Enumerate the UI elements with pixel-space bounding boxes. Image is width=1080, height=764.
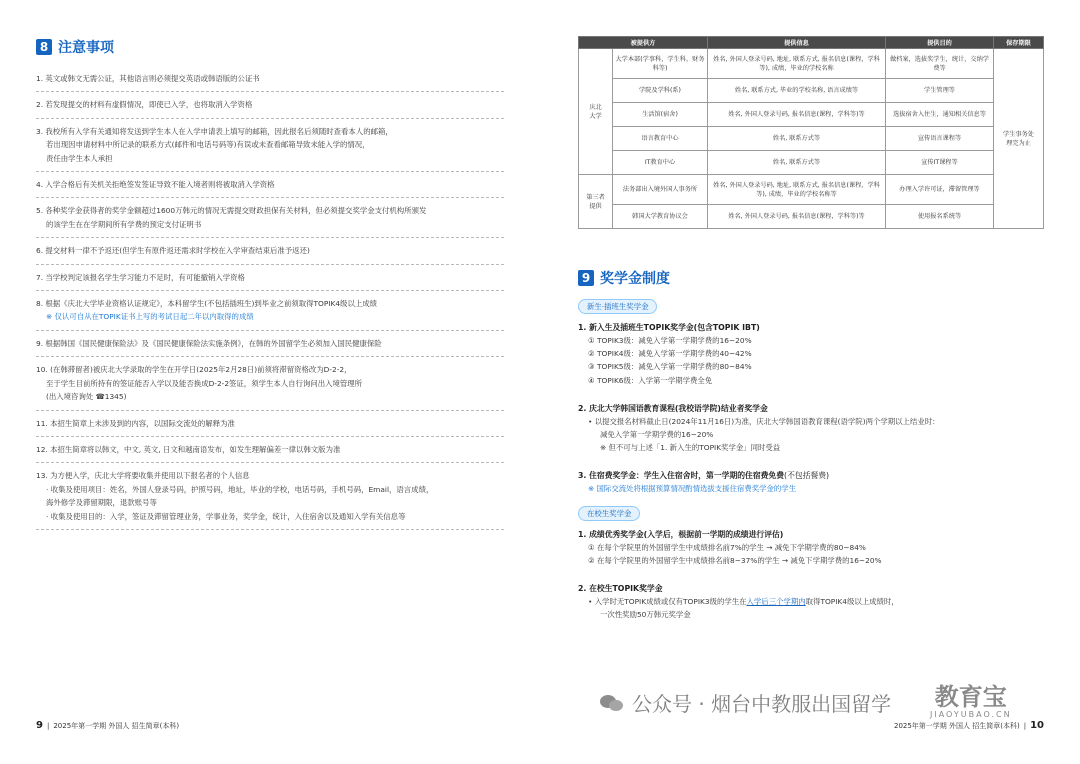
table-cell: 姓名, 外国人登录号码, 地址, 联系方式, 报名信息(课程，学科等), 成绩，毕业的学校名称 [708, 49, 886, 79]
note-item [36, 357, 504, 410]
logo-sub: JIAOYUBAO.CN [930, 710, 1012, 719]
note-line: 责任由学生本人承担 [46, 153, 113, 163]
note-line: 13. 为方便入学，庆北大学将要收集并使用以下报名者的个人信息 [36, 471, 250, 481]
dorm-bold: 学生入住宿舍时，第一学期的住宿费免费 [643, 471, 785, 481]
note-line: (出入境咨询处 ☎1345) [46, 392, 127, 402]
group-cell: 庆北 大学 [579, 49, 613, 175]
note-line: 若出现因申请材料中所记录的联系方式(邮件和电话号码等)有误或未查看邮箱导致未能入学的情况， [46, 140, 370, 150]
note-item [36, 463, 504, 530]
table-cell: 学生管理等 [886, 79, 994, 103]
note-item [36, 66, 504, 92]
table-cell: 姓名, 外国人登录号码, 报名信息(课程，学科等)等 [708, 205, 886, 229]
note-line: · 收集及使用目的：入学，签证及滞留管理业务，学事业务，奖学金，统计，入住宿舍以及通知入学有关信息等 [46, 511, 406, 521]
col-header: 提供目的 [886, 37, 994, 49]
table-cell: 姓名, 联系方式等 [708, 127, 886, 151]
retention-cell: 学生事务处 理完为止 [994, 49, 1044, 229]
right-page [578, 36, 1044, 621]
scholar-line: ② TOPIK4级：减免入学第一学期学费的40~42% [588, 349, 752, 359]
table-cell: 法务部出入境外国人事务所 [613, 175, 708, 205]
dorm-note: ※ 国际交流处将根据预算情况酌情选拔支援住宿费奖学金的学生 [588, 484, 797, 494]
scholar-line: 减免入学第一学期学费的16~20% [600, 430, 714, 440]
footer-right: 2025年第一学期 外国人 招生简章(本科) | 10 [893, 720, 1044, 731]
table-row [579, 127, 1044, 151]
table-cell: 姓名, 外国人登录号码, 报名信息(课程，学科等)等 [708, 103, 886, 127]
scholar-heading: 1. 新入生及插班生TOPIK奖学金(包含TOPIK IBT) [578, 323, 760, 332]
col-header: 保存期限 [994, 37, 1044, 49]
scholar-line: ① 在每个学院里的外国留学生中成绩排名前7%的学生 → 减免下学期学费的80~84% [588, 542, 866, 552]
footer-left: 9 | 2025年第一学期 外国人 招生简章(本科) [36, 720, 180, 731]
note-line: 10. (在韩滞留者)被庆北大学录取的学生在开学日(2025年2月28日)前须将滞留资格改为D-2-2， [36, 365, 352, 375]
note-item [36, 92, 504, 118]
note-line: 3. 我校所有入学有关通知将发送到学生本人在入学申请表上填写的邮箱，因此报名后须随时查看本人的邮箱， [36, 126, 393, 136]
table-cell: IT教育中心 [613, 151, 708, 175]
table-cell: 姓名, 联系方式, 毕业的学校名称, 语言成绩等 [708, 79, 886, 103]
scholar-heading: 2. 庆北大学韩国语教育课程(我校语学院)结业者奖学金 [578, 403, 768, 413]
tag-current-student: 在校生奖学金 [578, 506, 640, 521]
note-item [36, 172, 504, 198]
note-line: 6. 提交材料一律不予返还(但学生有原件返还需求时学校在入学审查结束后准予返还) [36, 246, 310, 256]
note-line: 7. 当学校判定该报名学生学习能力不足时，有可能撤销入学资格 [36, 272, 245, 282]
note-line: 至于学生目前所持有的签证能否入学以及能否换成D-2-2签证，须学生本人自行询问出入境管理所 [46, 378, 363, 388]
note-line: 12. 本招生简章将以韩文，中文, 英文, 日文和越南语发布，如发生理解偏差一律以韩文版为准 [36, 444, 341, 454]
table-cell: 生活馆(宿舍) [613, 103, 708, 127]
note-item [36, 331, 504, 357]
note-line: 的该学生在在学期间所有学费的预定支付证明书 [46, 219, 202, 229]
scholar-line: ④ TOPIK6级：入学第一学期学费全免 [588, 375, 713, 385]
page-number: 10 [1030, 720, 1044, 731]
note-line: · 收集及使用项目：姓名，外国人登录号码，护照号码，地址，毕业的学校，电话号码，手机号码，Email，语言成绩， [46, 484, 434, 494]
note-line: 海外修学及滞留期限，退款账号等 [46, 498, 157, 508]
section-number: 9 [578, 270, 594, 286]
table-cell: 选拔宿舍入住生，通知相关信息等 [886, 103, 994, 127]
wechat-icon [600, 693, 626, 713]
table-cell: 大学本部(学事科，学生科，财务科等) [613, 49, 708, 79]
note-item [36, 238, 504, 264]
scholar-heading: 1. 成绩优秀奖学金(入学后，根据前一学期的成绩进行评估) [578, 529, 784, 539]
col-header: 提供信息 [708, 37, 886, 49]
note-item [36, 119, 504, 172]
dorm-suffix: (不包括餐费) [784, 471, 830, 481]
table-row [579, 205, 1044, 229]
table-cell: 宣传IT课程等 [886, 151, 994, 175]
page-number: 9 [36, 720, 43, 731]
scholar-heading: 2. 在校生TOPIK奖学金 [578, 584, 663, 594]
section-heading: 注意事项 [58, 40, 114, 56]
topik-pre: • 入学时无TOPIK成绩或仅有TOPIK3级的学生在 [588, 597, 747, 607]
topik-link[interactable]: 入学后三个学期内 [746, 597, 806, 607]
table-cell: 姓名, 外国人登录号码, 地址, 联系方式, 报名信息(课程，学科等), 成绩，毕业的学校名称等 [708, 175, 886, 205]
scholar-heading-dorm [578, 470, 1044, 482]
section-9-title [578, 267, 1044, 289]
footer-title: 2025年第一学期 外国人 招生简章(本科) [893, 721, 1020, 730]
table-cell: 语言教育中心 [613, 127, 708, 151]
table-row [579, 151, 1044, 175]
note-line: 4. 入学合格后有关机关拒绝签发签证导致不能入境者则将被取消入学资格 [36, 180, 275, 190]
topik-post: 取得TOPIK4级以上成绩时， [805, 597, 899, 607]
notes-list [36, 66, 504, 530]
section-number: 8 [36, 39, 52, 55]
note-line: 2. 若发现提交的材料有虚假情况，即使已入学，也将取消入学资格 [36, 100, 253, 110]
table-cell: 学院及学科(系) [613, 79, 708, 103]
scholarship-section [578, 267, 1044, 621]
note-line: 11. 本招生简章上未涉及到的内容，以国际交流处的解释为准 [36, 418, 235, 428]
watermark [600, 688, 891, 717]
section-heading: 奖学金制度 [600, 271, 670, 287]
table-row [579, 79, 1044, 103]
note-item [36, 265, 504, 291]
note-item [36, 291, 504, 331]
note-line: 1. 英文或韩文无需公证，其他语言则必须提交英语或韩语版的公证书 [36, 74, 260, 83]
footer-title: 2025年第一学期 外国人 招生简章(本科) [53, 721, 180, 730]
watermark-logo [930, 684, 1012, 719]
table-row [579, 175, 1044, 205]
table-cell: 宣传语言课程等 [886, 127, 994, 151]
note-item [36, 198, 504, 238]
note-line: 8. 根据《庆北大学毕业资格认证规定》，本科留学生(不包括插班生)到毕业之前须取得TOPIK4级以上成绩 [36, 299, 378, 309]
info-provision-table [578, 36, 1044, 229]
logo-text: 教育宝 [934, 683, 1007, 711]
table-row [579, 49, 1044, 79]
scholar-line [578, 595, 1044, 608]
group-cell: 第三者 提供 [579, 175, 613, 229]
table-cell: 做档案，选拔奖学生，统计，交纳学费等 [886, 49, 994, 79]
left-page [36, 36, 504, 530]
table-row [579, 103, 1044, 127]
table-cell: 办理入学许可证，滞留管理等 [886, 175, 994, 205]
scholar-line: • 以提交报名材料截止日(2024年11月16日)为准，庆北大学韩国语教育课程(语学院)两个学期以上结业时： [588, 416, 940, 426]
dorm-prefix: 3. 住宿费奖学金： [578, 471, 644, 481]
scholar-line: ② 在每个学院里的外国留学生中成绩排名前8~37%的学生 → 减免下学期学费的16~20% [588, 555, 882, 565]
note-item [36, 437, 504, 463]
note-item [36, 411, 504, 437]
watermark-text: 公众号 · 烟台中教服出国留学 [632, 692, 892, 716]
scholar-line: 一次性奖励50万韩元奖学金 [600, 610, 691, 620]
table-cell: 姓名, 联系方式等 [708, 151, 886, 175]
col-header: 被提供方 [579, 37, 708, 49]
note-line: 9. 根据韩国《国民健康保险法》及《国民健康保险法实施条例》，在韩的外国留学生必须加入国民健康保险 [36, 338, 382, 348]
note-line: 5. 各种奖学金获得者的奖学金额超过1600万韩元的情况无需提交财政担保有关材料，但必须提交奖学金支付机构所颁发 [36, 206, 427, 216]
note-highlight: ※ 仅认可自从在TOPIK证书上写的考试日起二年以内取得的成绩 [46, 312, 254, 322]
scholar-line: ※ 但不可与上述「1. 新入生的TOPIK奖学金」同时受益 [600, 443, 781, 453]
tag-new-student: 新生·插班生奖学金 [578, 299, 657, 314]
table-cell: 使用报名系统等 [886, 205, 994, 229]
scholar-line: ① TOPIK3级：减免入学第一学期学费的16~20% [588, 336, 752, 345]
scholar-line: ③ TOPIK5级：减免入学第一学期学费的80~84% [588, 362, 752, 372]
table-cell: 韩国大学教育协议会 [613, 205, 708, 229]
section-8-title [36, 36, 504, 58]
